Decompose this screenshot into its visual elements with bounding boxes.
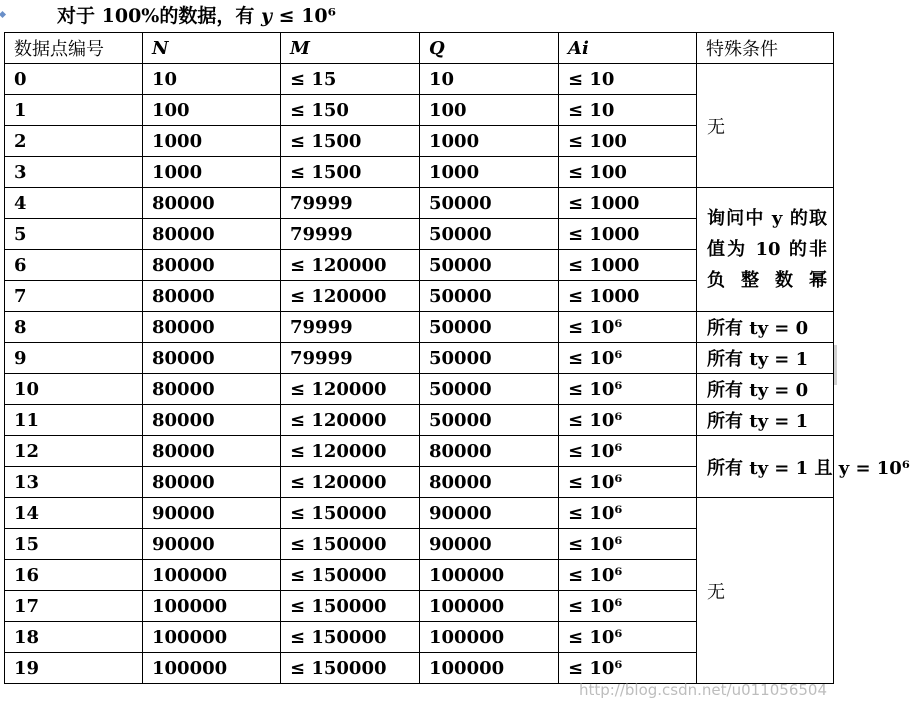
cell-n: 90000 <box>143 529 281 560</box>
caption-variable: y <box>260 5 273 27</box>
cell-id: 5 <box>5 219 143 250</box>
cell-n: 100000 <box>143 622 281 653</box>
cell-n: 100000 <box>143 591 281 622</box>
cell-m: ≤ 150000 <box>281 622 420 653</box>
cell-m: ≤ 1500 <box>281 126 420 157</box>
cell-id: 9 <box>5 343 143 374</box>
cell-ai: ≤ 10⁶ <box>559 622 697 653</box>
special-condition-cell: 无 <box>697 498 834 684</box>
cell-ai: ≤ 1000 <box>559 281 697 312</box>
table-row <box>5 374 834 405</box>
cell-id: 15 <box>5 529 143 560</box>
cell-ai: ≤ 10⁶ <box>559 343 697 374</box>
cell-id: 2 <box>5 126 143 157</box>
cell-id: 13 <box>5 467 143 498</box>
special-condition-cell: 所有 ty = 0 <box>697 374 834 405</box>
cell-m: ≤ 1500 <box>281 157 420 188</box>
cell-id: 10 <box>5 374 143 405</box>
cell-q: 10 <box>420 64 559 95</box>
cell-q: 1000 <box>420 157 559 188</box>
cell-n: 80000 <box>143 188 281 219</box>
cell-ai: ≤ 10⁶ <box>559 529 697 560</box>
table-row <box>5 343 834 374</box>
scrollbar-edge[interactable] <box>834 345 837 385</box>
cell-q: 90000 <box>420 529 559 560</box>
cell-ai: ≤ 10⁶ <box>559 405 697 436</box>
cell-m: ≤ 120000 <box>281 436 420 467</box>
caption-bound: ≤ 10⁶ <box>278 5 336 27</box>
special-condition-cell: 所有 ty = 1 <box>697 343 834 374</box>
cell-m: ≤ 150000 <box>281 653 420 684</box>
cell-m: ≤ 150000 <box>281 591 420 622</box>
page-corner-marker <box>0 11 6 18</box>
cell-m: ≤ 15 <box>281 64 420 95</box>
cell-ai: ≤ 10 <box>559 64 697 95</box>
cell-m: 79999 <box>281 219 420 250</box>
cell-q: 50000 <box>420 219 559 250</box>
cell-n: 80000 <box>143 219 281 250</box>
cell-ai: ≤ 10⁶ <box>559 436 697 467</box>
table-row <box>5 405 834 436</box>
cell-ai: ≤ 10⁶ <box>559 560 697 591</box>
cell-id: 14 <box>5 498 143 529</box>
cell-q: 90000 <box>420 498 559 529</box>
cell-m: 79999 <box>281 343 420 374</box>
cell-m: ≤ 150000 <box>281 560 420 591</box>
column-header-conditions: 特殊条件 <box>697 33 834 64</box>
cell-ai: ≤ 100 <box>559 157 697 188</box>
cell-n: 10 <box>143 64 281 95</box>
cell-id: 11 <box>5 405 143 436</box>
cell-id: 4 <box>5 188 143 219</box>
cell-ai: ≤ 1000 <box>559 188 697 219</box>
cell-ai: ≤ 1000 <box>559 250 697 281</box>
cell-q: 100000 <box>420 560 559 591</box>
cell-q: 100000 <box>420 622 559 653</box>
cell-ai: ≤ 10 <box>559 95 697 126</box>
cell-id: 7 <box>5 281 143 312</box>
column-header-n: N <box>143 33 281 64</box>
cell-m: ≤ 120000 <box>281 374 420 405</box>
cell-ai: ≤ 10⁶ <box>559 374 697 405</box>
cell-m: ≤ 150000 <box>281 529 420 560</box>
special-condition-cell: 无 <box>697 64 834 188</box>
table-row <box>5 312 834 343</box>
cell-q: 1000 <box>420 126 559 157</box>
cell-m: ≤ 120000 <box>281 281 420 312</box>
column-header-m: M <box>281 33 420 64</box>
cell-q: 50000 <box>420 188 559 219</box>
cell-id: 0 <box>5 64 143 95</box>
column-header-q: Q <box>420 33 559 64</box>
cell-ai: ≤ 10⁶ <box>559 312 697 343</box>
cell-n: 90000 <box>143 498 281 529</box>
cell-n: 1000 <box>143 126 281 157</box>
special-condition-cell: 所有 ty = 1 且 y = 10⁶ <box>697 436 834 498</box>
cell-id: 12 <box>5 436 143 467</box>
cell-n: 80000 <box>143 312 281 343</box>
cell-id: 19 <box>5 653 143 684</box>
cell-id: 6 <box>5 250 143 281</box>
cell-id: 17 <box>5 591 143 622</box>
special-condition-cell: 询问中 y 的取值为 10 的非负整数幂 <box>697 188 834 312</box>
column-header-ai: Ai <box>559 33 697 64</box>
cell-n: 100000 <box>143 653 281 684</box>
cell-n: 80000 <box>143 436 281 467</box>
cell-q: 50000 <box>420 281 559 312</box>
cell-n: 80000 <box>143 467 281 498</box>
cell-id: 3 <box>5 157 143 188</box>
cell-id: 16 <box>5 560 143 591</box>
cell-q: 50000 <box>420 312 559 343</box>
cell-n: 1000 <box>143 157 281 188</box>
cell-id: 1 <box>5 95 143 126</box>
cell-n: 80000 <box>143 405 281 436</box>
cell-q: 100 <box>420 95 559 126</box>
cell-q: 100000 <box>420 591 559 622</box>
table-row <box>5 64 834 95</box>
watermark-url: http://blog.csdn.net/u011056504 <box>578 681 827 699</box>
table-body <box>5 64 910 684</box>
table-row <box>5 498 834 529</box>
cell-q: 50000 <box>420 250 559 281</box>
cell-m: ≤ 120000 <box>281 467 420 498</box>
cell-m: ≤ 150000 <box>281 498 420 529</box>
cell-ai: ≤ 10⁶ <box>559 591 697 622</box>
special-condition-cell: 所有 ty = 0 <box>697 312 834 343</box>
table-row <box>5 188 834 219</box>
cell-q: 50000 <box>420 343 559 374</box>
cell-id: 8 <box>5 312 143 343</box>
cell-ai: ≤ 10⁶ <box>559 467 697 498</box>
cell-q: 100000 <box>420 653 559 684</box>
cell-q: 50000 <box>420 374 559 405</box>
cell-ai: ≤ 10⁶ <box>559 498 697 529</box>
cell-n: 100 <box>143 95 281 126</box>
cell-ai: ≤ 100 <box>559 126 697 157</box>
caption-prefix: 对于 <box>57 5 96 27</box>
header-row <box>5 33 834 64</box>
column-header-id: 数据点编号 <box>5 33 143 64</box>
cell-q: 80000 <box>420 436 559 467</box>
cell-m: 79999 <box>281 188 420 219</box>
cell-ai: ≤ 1000 <box>559 219 697 250</box>
cell-id: 18 <box>5 622 143 653</box>
cell-ai: ≤ 10⁶ <box>559 653 697 684</box>
cell-m: ≤ 120000 <box>281 405 420 436</box>
constraints-table <box>4 32 910 684</box>
cell-n: 80000 <box>143 250 281 281</box>
table-row <box>5 436 834 467</box>
table-caption <box>57 2 336 30</box>
special-condition-cell: 所有 ty = 1 <box>697 405 834 436</box>
cell-m: ≤ 120000 <box>281 250 420 281</box>
cell-n: 100000 <box>143 560 281 591</box>
cell-n: 80000 <box>143 281 281 312</box>
cell-n: 80000 <box>143 374 281 405</box>
cell-n: 80000 <box>143 343 281 374</box>
caption-value: 100%的数据，有 <box>101 5 255 27</box>
cell-m: ≤ 150 <box>281 95 420 126</box>
cell-q: 80000 <box>420 467 559 498</box>
cell-m: 79999 <box>281 312 420 343</box>
cell-q: 50000 <box>420 405 559 436</box>
